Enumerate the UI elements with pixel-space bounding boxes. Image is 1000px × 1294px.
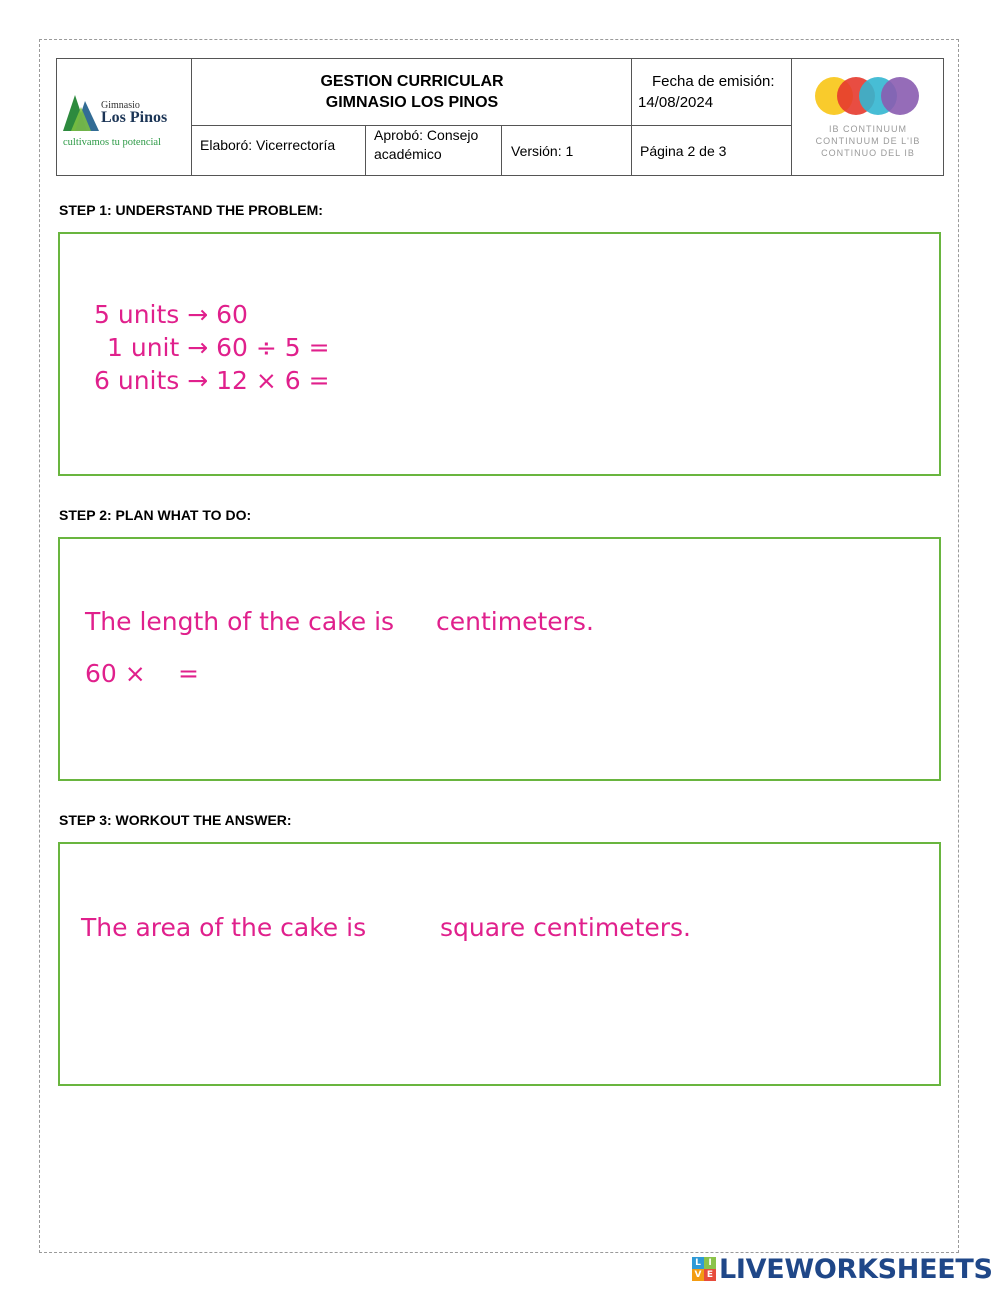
brand-name: LIVEWORKSHEETS [719, 1253, 993, 1285]
step2-sentence-end: centimeters. [436, 607, 594, 636]
step1-line-1: 5 units → 60 [94, 300, 248, 329]
brand-icon-letter: L [692, 1257, 704, 1269]
step3-sentence-end: square centimeters. [440, 913, 692, 942]
approved-by [366, 125, 501, 175]
school-tagline: cultivamos tu potencial [63, 137, 161, 148]
step1-line-2: 1 unit → 60 ÷ 5 = [107, 333, 330, 362]
step3-box [58, 842, 941, 1086]
approved-by-line-2: académico [374, 146, 442, 162]
school-name: Los Pinos [101, 109, 168, 126]
ib-logo [792, 59, 944, 175]
step2-expression-start: 60 × [85, 659, 146, 688]
school-name-small: Gimnasio [101, 100, 140, 111]
step2-title: STEP 2: PLAN WHAT TO DO: [59, 507, 252, 523]
step3-title: STEP 3: WORKOUT THE ANSWER: [59, 812, 292, 828]
ib-caption [792, 123, 944, 159]
document-title [192, 59, 632, 125]
title-line-2: GIMNASIO LOS PINOS [325, 94, 499, 111]
liveworksheets-icon [692, 1257, 716, 1281]
elaborated-by: Elaboró: Vicerrectoría [200, 137, 336, 153]
issue-date-cell [632, 59, 792, 125]
version: Versión: 1 [511, 143, 574, 159]
school-logo [57, 59, 191, 175]
title-line-1: GESTION CURRICULAR [320, 73, 504, 90]
header-table [56, 58, 944, 176]
liveworksheets-brand [692, 1254, 993, 1284]
step1-line-3: 6 units → 12 × 6 = [94, 366, 330, 395]
ib-caption-line-1: IB CONTINUUM [829, 124, 907, 134]
ib-circles-icon [814, 77, 922, 117]
issue-date-label: Fecha de emisión: [652, 73, 775, 90]
step2-box [58, 537, 941, 781]
brand-icon-letter: E [704, 1269, 716, 1281]
step1-box [58, 232, 941, 476]
ib-caption-line-2: CONTINUUM DE L'IB [815, 136, 921, 146]
page-number: Página 2 de 3 [640, 143, 727, 159]
pine-tree-icon [63, 95, 99, 133]
step3-sentence-start: The area of the cake is [81, 913, 367, 942]
issue-date-value: 14/08/2024 [638, 94, 714, 111]
brand-icon-letter: I [704, 1257, 716, 1269]
step2-sentence-start: The length of the cake is [85, 607, 395, 636]
ib-caption-line-3: CONTINUO DEL IB [821, 148, 915, 158]
approved-by-line-1: Aprobó: Consejo [374, 127, 479, 143]
brand-icon-letter: V [692, 1269, 704, 1281]
step2-expression-equals: = [178, 659, 199, 688]
step1-title: STEP 1: UNDERSTAND THE PROBLEM: [59, 202, 323, 218]
